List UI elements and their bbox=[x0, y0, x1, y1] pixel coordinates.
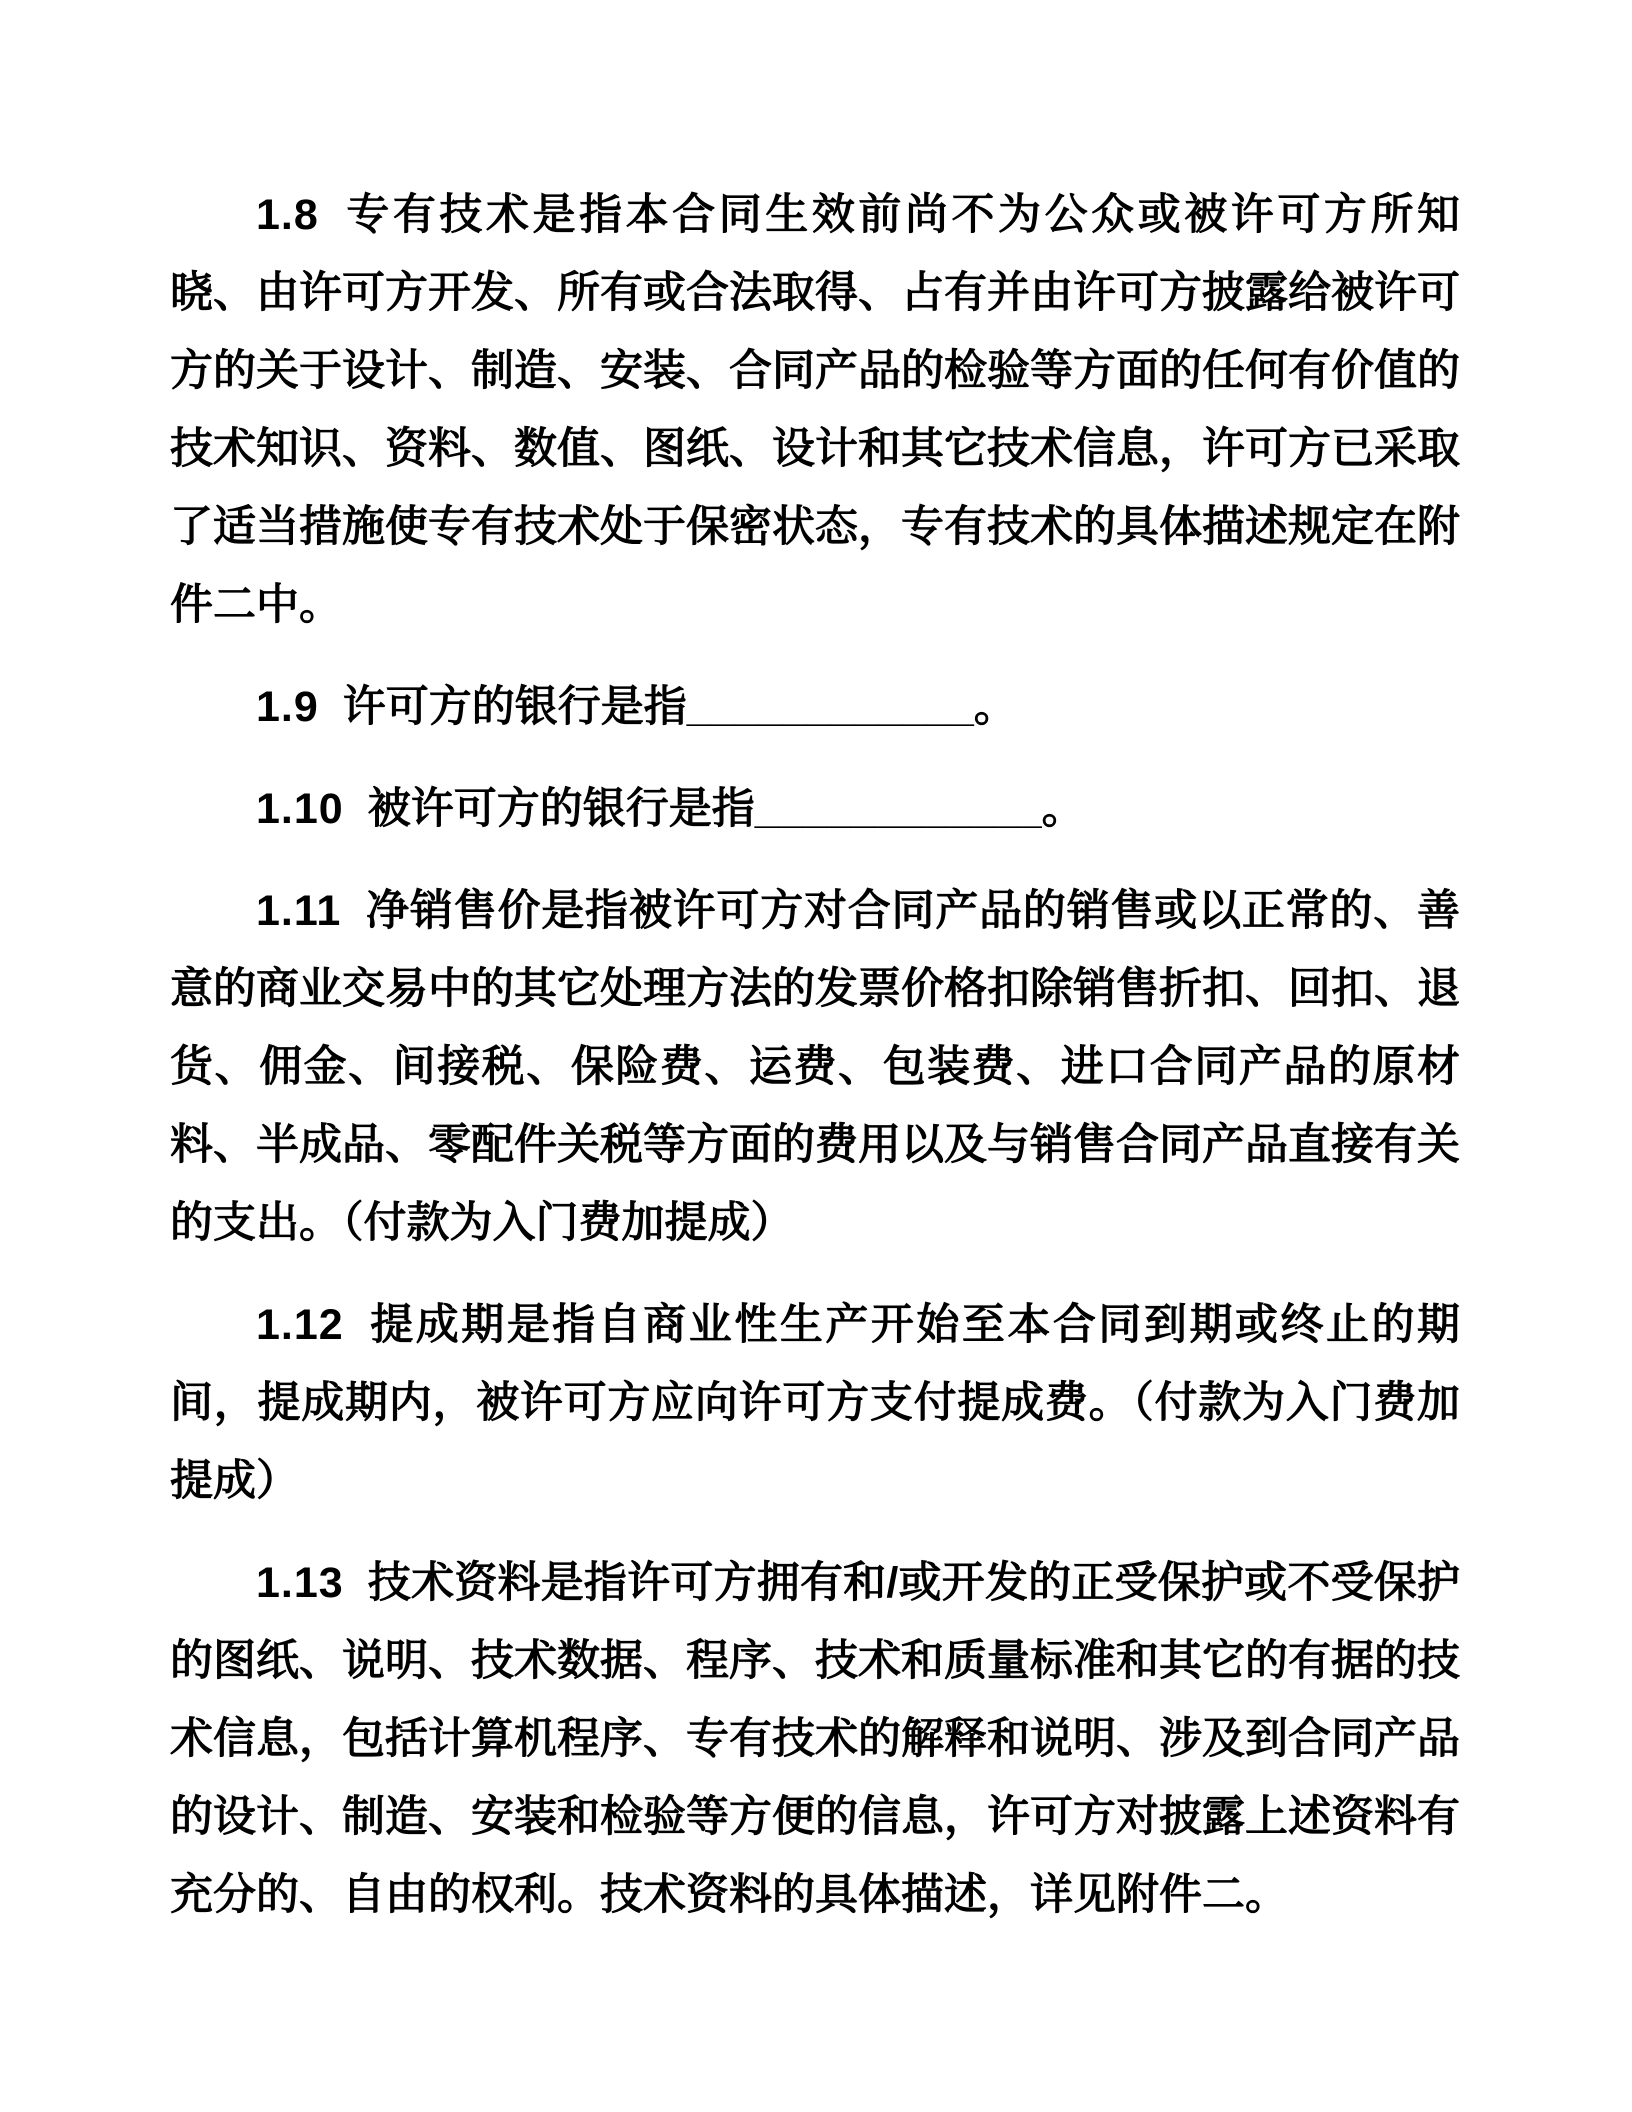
clause-number: 1.12 bbox=[256, 1301, 344, 1349]
clause-number: 1.11 bbox=[256, 887, 342, 935]
clause-number: 1.13 bbox=[256, 1559, 344, 1607]
clause-number: 1.10 bbox=[256, 785, 344, 833]
clause-1-11 bbox=[170, 872, 1460, 1262]
clause-1-10 bbox=[170, 770, 1460, 848]
clause-text: 许可方的银行是指____________。 bbox=[342, 683, 1017, 731]
clause-number: 1.8 bbox=[256, 191, 319, 239]
clause-1-9 bbox=[170, 668, 1460, 746]
clause-1-12 bbox=[170, 1286, 1460, 1520]
clause-text: 提成期是指自商业性生产开始至本合同到期或终止的期间，提成期内，被许可方应向许可方支付提成费。（付款为入门费加提成） bbox=[170, 1301, 1460, 1505]
clause-1-13 bbox=[170, 1544, 1460, 1934]
clause-text: 专有技术是指本合同生效前尚不为公众或被许可方所知晓、由许可方开发、所有或合法取得、占有并由许可方披露给被许可方的关于设计、制造、安装、合同产品的检验等方面的任何有价值的技术知识、资料、数值、图纸、设计和其它技术信息，许可方已采取了适当措施使专有技术处于保密状态，专有技术的具体描述规定在附件二中。 bbox=[170, 191, 1460, 629]
clause-1-8 bbox=[170, 176, 1460, 644]
clause-text: 净销售价是指被许可方对合同产品的销售或以正常的、善意的商业交易中的其它处理方法的发票价格扣除销售折扣、回扣、退货、佣金、间接税、保险费、运费、包装费、进口合同产品的原材料、半成品、零配件关税等方面的费用以及与销售合同产品直接有关的支出。（付款为入门费加提成） bbox=[170, 887, 1460, 1247]
clause-text: 技术资料是指许可方拥有和/或开发的正受保护或不受保护的图纸、说明、技术数据、程序、技术和质量标准和其它的有据的技术信息，包括计算机程序、专有技术的解释和说明、涉及到合同产品的设计、制造、安装和检验等方便的信息，许可方对披露上述资料有充分的、自由的权利。技术资料的具体描述，详见附件二。 bbox=[170, 1559, 1460, 1919]
clause-text: 被许可方的银行是指____________。 bbox=[367, 785, 1085, 833]
clause-number: 1.9 bbox=[256, 683, 319, 731]
